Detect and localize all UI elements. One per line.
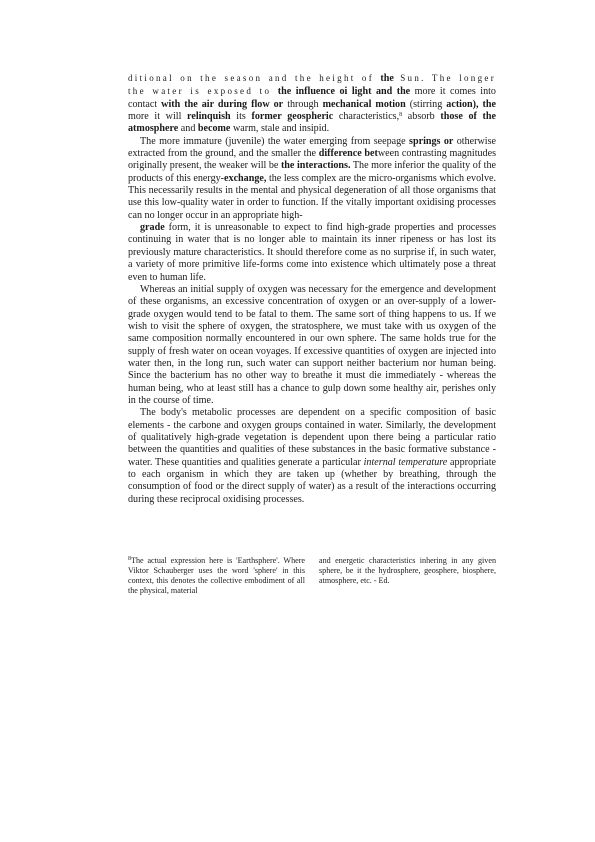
text-span: absorb — [402, 111, 441, 123]
bold-text: grade — [140, 222, 165, 234]
paragraph-2 — [128, 136, 496, 222]
body-text — [128, 72, 496, 506]
text-span: The more inferior the quality of the products of this energy- — [128, 160, 496, 184]
text-span: the less complex are the micro-organisms which evolve. This necessarily results in the mental and physical degeneration of all those organisms that use this low-quality water in order to function. If the vitally important oxidising processes can no longer occur in an appropriate high- — [128, 172, 496, 221]
footnote-text — [128, 556, 305, 596]
bold-text: the influence oi light and the — [277, 86, 411, 98]
bold-text: those of the atmosphere — [128, 111, 497, 135]
bold-text: with the air during flow or — [161, 98, 284, 110]
bold-text: former geospheric — [251, 111, 334, 123]
text-span: (stirring — [405, 98, 447, 110]
text-span: and — [178, 123, 198, 135]
bold-text: the — [380, 73, 394, 84]
text-span: Sun. The longer the water is exposed to — [128, 73, 496, 97]
bold-text: the interactions. — [280, 160, 351, 172]
footnotes — [128, 556, 496, 596]
bold-text: difference bet — [318, 148, 378, 160]
text-span: ween contrasting magnitudes originally present, the weaker will be — [128, 148, 497, 172]
bold-text: relinquish — [187, 111, 231, 123]
text-span: otherwise extracted from the ground, and the smaller the — [128, 135, 496, 160]
text-span: ditional on the season and the height of — [128, 73, 381, 83]
text-span: through — [283, 98, 323, 110]
text-span: its — [230, 111, 252, 123]
bold-text: springs or — [409, 135, 454, 147]
footnote-column-1 — [128, 556, 305, 596]
italic-text: internal temperature — [363, 456, 448, 468]
footnote-ref: 8 — [399, 112, 403, 119]
footnote-column-2 — [319, 556, 496, 596]
text-span: The body's metabolic processes are dependent on a specific composition of basic elements - the carbone and oxygen groups contained in water. Similarly, the development of qualitatively high-grade vegetation is dependent upon there being a particular ratio between the quantities and qualities of these substances in the basic formative substance - water. These quantities and qualities generate a particular — [128, 407, 496, 468]
paragraph-5 — [128, 407, 496, 506]
text-span: more it will — [128, 111, 188, 123]
paragraph-1 — [128, 72, 496, 136]
bold-text: become — [197, 123, 231, 135]
paragraph-4: Whereas an initial supply of oxygen was necessary for the emergence and development of these organisms, an excessive concentration of oxygen or an over-supply of a lower-grade oxygen would tend to be fatal to them. The same sort of thing happens to us. If we wish to visit the sphere of oxygen, the stratosphere, we must take with us oxygen of the same composition normally encountered in our own sphere. The same holds true for the supply of fresh water on ocean voyages. If excessive quantities of oxygen are injected into water then, in the long run, such water can support neither bacterium nor human being. Since the bacterium has no other way to breathe it must die immediately - whereas the human being, who at least still has a chance to gulp down some healthy air, perishes only in the course of time. — [128, 283, 496, 406]
footnote-text-continued: and energetic characteristics inhering in any given sphere, be it the hydrosphere, geosphere, biosphere, atmosphere, etc. - Ed. — [319, 556, 496, 585]
footnote-text-span: The actual expression here is 'Earthsphere'. Where Viktor Schauberger uses the word 'sphere' in this context, this denotes the collective embodiment of all the physical, material — [128, 556, 305, 595]
footnote-marker: 8 — [128, 556, 131, 562]
text-span: form, it is unreasonable to expect to find high-grade properties and processes continuing in water that is no longer able to maintain its inner ripeness or has lost its previously mature characteristics. It should therefore come as no surprise if, in such water, a variety of more primitive life-forms come into existence which ultimately pose a threat even to human life. — [128, 222, 496, 283]
text-span: The more immature (juvenile) the water emerging from seepage — [140, 135, 410, 147]
text-span: warm, stale and insipid. — [230, 123, 330, 135]
bold-text: action), the — [446, 98, 497, 110]
text-span: more it comes into contact — [128, 86, 496, 110]
text-span: characteristics, — [333, 111, 400, 123]
bold-text: exchange, — [224, 172, 267, 184]
paragraph-3 — [128, 222, 496, 284]
bold-text: mechanical motion — [322, 98, 406, 110]
text-span: appropriate to each organism in which they are taken up (whether by breathing, through the consumption of food or the direct supply of water) as a result of the interactions occurring during these reciprocal oxidising processes. — [128, 456, 497, 505]
